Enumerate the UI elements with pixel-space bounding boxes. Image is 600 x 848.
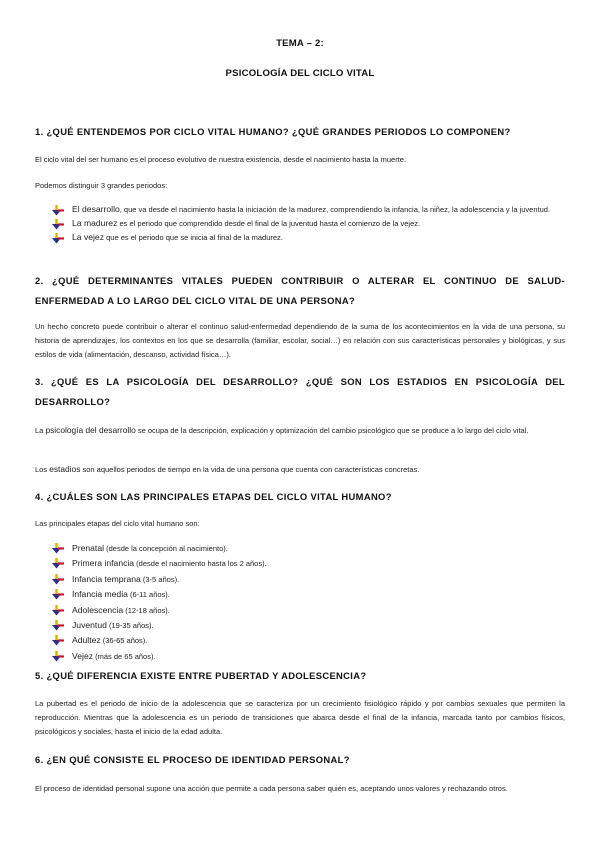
section-2-paragraph: Un hecho concreto puede contribuir o alterar el continuo salud-enfermedad dependiendo de la suma de los acontecimientos en la vida de una persona, su historia de aprendizajes, los contextos en los que se desarrolla (familiar, escolar, social…) en relación con sus características personales y biológicas, y sus estilos de vida (alimentación, descanso, actividad física…). [35, 322, 565, 360]
bullet-term: El desarrollo [72, 204, 120, 214]
section-3-paragraph-2 [35, 462, 565, 477]
list-item [52, 203, 565, 217]
stage-range: (36-65 años). [100, 636, 148, 646]
bullet-term: La madurez [72, 217, 118, 228]
arrow-bullet-icon [52, 219, 65, 230]
stage-range: (3-5 años). [140, 574, 180, 584]
list-item [52, 633, 565, 648]
stages-list [52, 541, 565, 664]
document-title: PSICOLOGÍA DEL CICLO VITAL [225, 68, 375, 79]
arrow-bullet-icon [52, 651, 65, 662]
section-1-heading: 1. ¿QUÉ ENTENDEMOS POR CICLO VITAL HUMANO? ¿QUÉ GRANDES PERIODOS LO COMPONEN? [35, 126, 511, 137]
stage-name: Vejez [72, 650, 94, 661]
section-1-paragraph: El ciclo vital del ser humano es el proceso evolutivo de nuestra existencia, desde el nacimiento hasta la muerte. [35, 155, 407, 164]
list-item [52, 572, 565, 587]
list-item [52, 217, 565, 231]
stage-range: (desde el nacimiento hasta los 2 años). [134, 559, 267, 569]
stage-name: Juventud [72, 620, 107, 631]
section-4-heading: 4. ¿CUÁLES SON LAS PRINCIPALES ETAPAS DEL CICLO VITAL HUMANO? [35, 491, 392, 502]
arrow-bullet-icon [52, 543, 65, 554]
section-3-heading: 3. ¿QUÉ ES LA PSICOLOGÍA DEL DESARROLLO? ¿QUÉ SON LOS ESTADIOS EN PSICOLOGÍA DEL DESARROLLO? [35, 376, 565, 407]
list-item [52, 618, 565, 633]
bullet-term: La vejez [72, 231, 105, 242]
arrow-bullet-icon [52, 589, 65, 600]
section-2-heading: 2. ¿QUÉ DETERMINANTES VITALES PUEDEN CONTRIBUIR O ALTERAR EL CONTINUO DE SALUD-ENFERMEDAD A LO LARGO DEL CICLO VITAL DE UNA PERSONA? [35, 275, 565, 306]
bullet-text: , que va desde el nacimiento hasta la iniciación de la madurez, comprendiendo la infancia, la niñez, la adolescencia y la juventud. [119, 205, 551, 214]
section-6-paragraph: El proceso de identidad personal supone una acción que permite a cada persona saber quién es, aceptando unos valores y rechazando otros. [35, 784, 508, 793]
arrow-bullet-icon [52, 605, 65, 616]
section-6-heading: 6. ¿EN QUÉ CONSISTE EL PROCESO DE IDENTIDAD PERSONAL? [35, 754, 350, 765]
bullet-text: que es el periodo que se inicia al final de la madurez. [104, 232, 283, 242]
stage-name: Adultez [72, 635, 101, 646]
text-fragment: La [35, 426, 46, 435]
arrow-bullet-icon [52, 233, 65, 244]
text-fragment: son aquellos periodos de tiempo en la vida de una persona que cuenta con características concretas. [80, 465, 420, 474]
periods-list [52, 203, 565, 244]
stage-range: (más de 65 años). [93, 651, 156, 661]
key-term: psicología del desarrollo [45, 425, 136, 435]
list-item [52, 603, 565, 618]
section-4-intro: Las principales etapas del ciclo vital humano son: [35, 519, 200, 528]
arrow-bullet-icon [52, 205, 65, 216]
list-item [52, 231, 565, 245]
stage-range: (12-18 años). [123, 605, 170, 615]
section-5-paragraph: La pubertad es el periodo de inicio de la adolescencia que se caracteriza por un crecimiento fisiológico rápido y por cambios sexuales que permiten la reproducción. Mientras que la adolescencia es un periodo de transiciones que abarca desde el final de la infancia, marcada tanto por cambios físicos, psicológicos y sociales, hasta el inicio de la edad adulta. [35, 699, 565, 737]
stage-name: Infancia temprana [72, 573, 141, 584]
stage-range: (19-35 años). [106, 621, 154, 631]
text-fragment: Los [35, 465, 50, 474]
arrow-bullet-icon [52, 574, 65, 585]
key-term: estadios [49, 464, 81, 474]
list-item [52, 541, 565, 556]
stage-range: (6-11 años). [127, 590, 170, 600]
list-item [52, 649, 565, 664]
stage-name: Infancia media [72, 589, 128, 600]
bullet-text: es el periodo que comprendido desde el final de la juventud hasta el comienzo de la vejez. [117, 218, 421, 228]
stage-range: (desde la concepción al nacimiento). [104, 544, 228, 553]
stage-name: Adolescencia [72, 604, 124, 615]
theme-label: TEMA – 2: [276, 38, 324, 49]
arrow-bullet-icon [52, 620, 65, 631]
list-item [52, 587, 565, 602]
list-item [52, 556, 565, 571]
section-3-paragraph-1 [35, 423, 565, 438]
arrow-bullet-icon [52, 558, 65, 569]
section-1-intro: Podemos distinguir 3 grandes periodos: [35, 181, 168, 190]
arrow-bullet-icon [52, 635, 65, 646]
section-5-heading: 5. ¿QUÉ DIFERENCIA EXISTE ENTRE PUBERTAD Y ADOLESCENCIA? [35, 670, 367, 681]
stage-name: Primera infancia [72, 558, 135, 569]
stage-name: Prenatal [72, 543, 105, 553]
text-fragment: se ocupa de la descripción, explicación y optimización del cambio psicológico que se produce a lo largo del ciclo vital. [135, 426, 529, 435]
